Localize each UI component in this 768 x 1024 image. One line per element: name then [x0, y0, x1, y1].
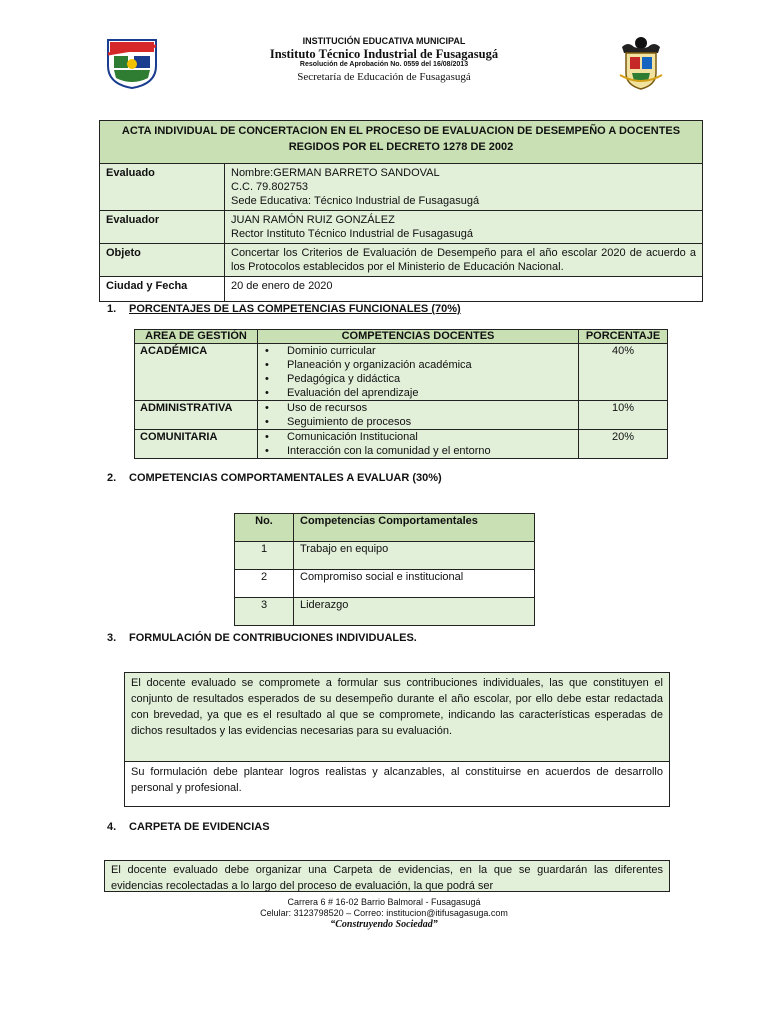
list-item: • Planeación y organización académica [263, 358, 573, 372]
objeto-text: Concertar los Criterios de Evaluación de Desempeño para el año escolar 2020 de acuerdo a los Protocolos establecidos por el Ministerio de Educación Nacional. [225, 244, 703, 277]
footer-address: Carrera 6 # 16-02 Barrio Balmoral - Fusagasugá [287, 897, 481, 907]
table-row [235, 598, 535, 626]
header-institution: INSTITUCIÓN EDUCATIVA MUNICIPAL [302, 36, 466, 46]
evaluador-label: Evaluador [100, 211, 225, 244]
comp-header-porcentaje: PORCENTAJE [579, 330, 668, 344]
table-row [235, 570, 535, 598]
evaluado-sede: Sede Educativa: Técnico Industrial de Fusagasugá [231, 195, 480, 207]
comp-list-administrativa [258, 401, 579, 430]
evaluado-cc: C.C. 79.802753 [231, 181, 309, 193]
comport-name: Compromiso social e institucional [294, 570, 535, 598]
section-4-title: CARPETA DE EVIDENCIAS [129, 821, 270, 833]
section-2-number: 2. [107, 472, 117, 484]
list-item: • Uso de recursos [263, 401, 573, 415]
section-1-title: PORCENTAJES DE LAS COMPETENCIAS FUNCIONALES (70%) [129, 303, 461, 315]
header-school-name: Instituto Técnico Industrial de Fusagasugá [269, 47, 499, 61]
table-row [235, 542, 535, 570]
comport-no: 1 [235, 542, 294, 570]
pct-administrativa: 10% [579, 401, 668, 430]
comportamentales-table [234, 513, 535, 626]
contribuciones-box [124, 672, 670, 807]
section-2-heading [107, 472, 442, 484]
comp-list-comunitaria [258, 430, 579, 459]
comport-no: 2 [235, 570, 294, 598]
acta-table [99, 120, 703, 302]
section-1-heading [107, 303, 461, 315]
comp-list-academica [258, 344, 579, 401]
contribuciones-paragraph-1: El docente evaluado se compromete a formular sus contribuciones individuales, las que constituyen el conjunto de resultados esperados de su desempeño durante el año escolar, por ello debe estar redactada con brevedad, ya que es el resultado al que se compromete, indicando las características esperadas de dichos resultados y las evidencias necesarias para su evaluación. [125, 673, 669, 762]
footer-motto: “Construyendo Sociedad” [330, 919, 438, 930]
section-3-heading [107, 632, 417, 644]
comport-name: Trabajo en equipo [294, 542, 535, 570]
list-item: • Comunicación Institucional [263, 430, 573, 444]
acta-title: ACTA INDIVIDUAL DE CONCERTACION EN EL PROCESO DE EVALUACION DE DESEMPEÑO A DOCENTES REGIDOS POR EL DECRETO 1278 DE 2002 [100, 121, 703, 164]
evaluador-info [225, 211, 703, 244]
objeto-label: Objeto [100, 244, 225, 277]
list-item: • Interacción con la comunidad y el entorno [263, 444, 573, 458]
comport-no: 3 [235, 598, 294, 626]
evaluado-label: Evaluado [100, 164, 225, 211]
comport-header-no: No. [235, 514, 294, 542]
section-4-heading [107, 821, 270, 833]
section-4-number: 4. [107, 821, 117, 833]
list-item: • Dominio curricular [263, 344, 573, 358]
pct-academica: 40% [579, 344, 668, 401]
list-item: • Pedagógica y didáctica [263, 372, 573, 386]
competencias-table [134, 329, 668, 459]
comport-header-name: Competencias Comportamentales [294, 514, 535, 542]
list-item: • Evaluación del aprendizaje [263, 386, 573, 400]
footer-contact: Celular: 3123798520 – Correo: institucion@itifusagasuga.com [260, 908, 508, 918]
table-row [135, 401, 668, 430]
comport-name: Liderazgo [294, 598, 535, 626]
evaluado-nombre: Nombre:GERMAN BARRETO SANDOVAL [231, 167, 440, 179]
evaluador-cargo: Rector Instituto Técnico Industrial de Fusagasugá [231, 228, 473, 240]
evaluador-nombre: JUAN RAMÓN RUIZ GONZÁLEZ [231, 214, 395, 226]
section-3-number: 3. [107, 632, 117, 644]
carpeta-box [104, 860, 670, 892]
header-secretaria: Secretaría de Educación de Fusagasugá [297, 71, 471, 83]
section-3-title: FORMULACIÓN DE CONTRIBUCIONES INDIVIDUALES. [129, 632, 417, 644]
comp-header-competencias: COMPETENCIAS DOCENTES [258, 330, 579, 344]
table-row [135, 430, 668, 459]
header-resolution: Resolución de Aprobación No. 0559 del 16/08/2013 [299, 61, 469, 68]
contribuciones-paragraph-2: Su formulación debe plantear logros realistas y alcanzables, al constituirse en acuerdos de desarrollo personal y profesional. [131, 766, 663, 794]
area-administrativa: ADMINISTRATIVA [135, 401, 258, 430]
table-row [135, 344, 668, 401]
section-1-number: 1. [107, 303, 117, 315]
area-comunitaria: COMUNITARIA [135, 430, 258, 459]
list-item: • Seguimiento de procesos [263, 415, 573, 429]
area-academica: ACADÉMICA [135, 344, 258, 401]
evaluado-info [225, 164, 703, 211]
section-2-title: COMPETENCIAS COMPORTAMENTALES A EVALUAR (30%) [129, 472, 442, 484]
comp-header-area: AREA DE GESTIÓN [135, 330, 258, 344]
fecha-label: Ciudad y Fecha [100, 277, 225, 302]
carpeta-text: El docente evaluado debe organizar una Carpeta de evidencias, en la que se guardarán las diferentes evidencias recolectadas a lo largo del proceso de evaluación, la que podrá ser [111, 864, 663, 892]
fecha-value: 20 de enero de 2020 [225, 277, 703, 302]
pct-comunitaria: 20% [579, 430, 668, 459]
